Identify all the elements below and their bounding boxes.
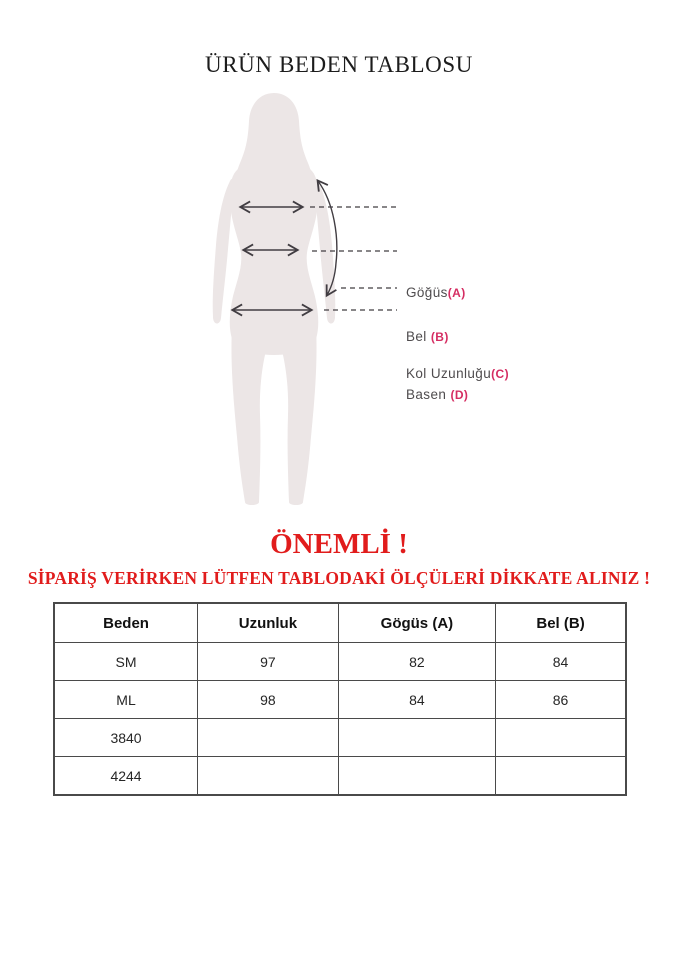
- table-cell: [198, 719, 339, 757]
- table-row-4244: [54, 757, 626, 796]
- measurement-code-d: (D): [450, 388, 469, 402]
- column-header-gogus: Gögüs (A): [338, 603, 495, 643]
- column-header-bel: Bel (B): [496, 603, 626, 643]
- table-row-3840: [54, 719, 626, 757]
- table-cell: 84: [496, 643, 626, 681]
- size-diagram: [0, 85, 678, 520]
- measurement-label-chest-text: Göğüs: [406, 285, 448, 300]
- table-cell: 84: [338, 681, 495, 719]
- measurement-label-waist-text: Bel: [406, 329, 431, 344]
- table-cell: [338, 757, 495, 796]
- table-cell: 97: [198, 643, 339, 681]
- body-silhouette: [213, 93, 336, 505]
- table-cell: ML: [54, 681, 198, 719]
- measurement-code-c: (C): [491, 367, 509, 381]
- table-cell: 4244: [54, 757, 198, 796]
- table-cell: 98: [198, 681, 339, 719]
- measurement-label-arm-length: [406, 366, 509, 381]
- table-row-ml: [54, 681, 626, 719]
- table-cell: [198, 757, 339, 796]
- table-row-sm: [54, 643, 626, 681]
- measurement-code-b: (B): [430, 330, 449, 344]
- measurement-label-hip: [406, 387, 468, 402]
- column-header-beden: Beden: [54, 603, 198, 643]
- table-cell: [496, 719, 626, 757]
- size-table: [53, 602, 627, 796]
- table-cell: 3840: [54, 719, 198, 757]
- table-cell: [338, 719, 495, 757]
- measurement-code-a: (A): [447, 286, 466, 300]
- table-cell: 86: [496, 681, 626, 719]
- measurement-label-arm-length-text: Kol Uzunluğu: [406, 366, 492, 381]
- column-header-uzunluk: Uzunluk: [198, 603, 339, 643]
- size-table-header-row: [54, 603, 626, 643]
- measurement-label-chest: [406, 285, 466, 300]
- measurement-label-hip-text: Basen: [406, 387, 451, 402]
- body-silhouette-figure: [0, 85, 678, 520]
- notice-subheading: SİPARİŞ VERİRKEN LÜTFEN TABLODAKİ ÖLÇÜLERİ DİKKATE ALINIZ !: [27, 568, 651, 588]
- notice-heading: ÖNEMLİ !: [270, 528, 408, 560]
- measurement-label-waist: [406, 329, 449, 344]
- table-cell: 82: [338, 643, 495, 681]
- table-cell: [496, 757, 626, 796]
- page-title: ÜRÜN BEDEN TABLOSU: [205, 52, 473, 77]
- table-cell: SM: [54, 643, 198, 681]
